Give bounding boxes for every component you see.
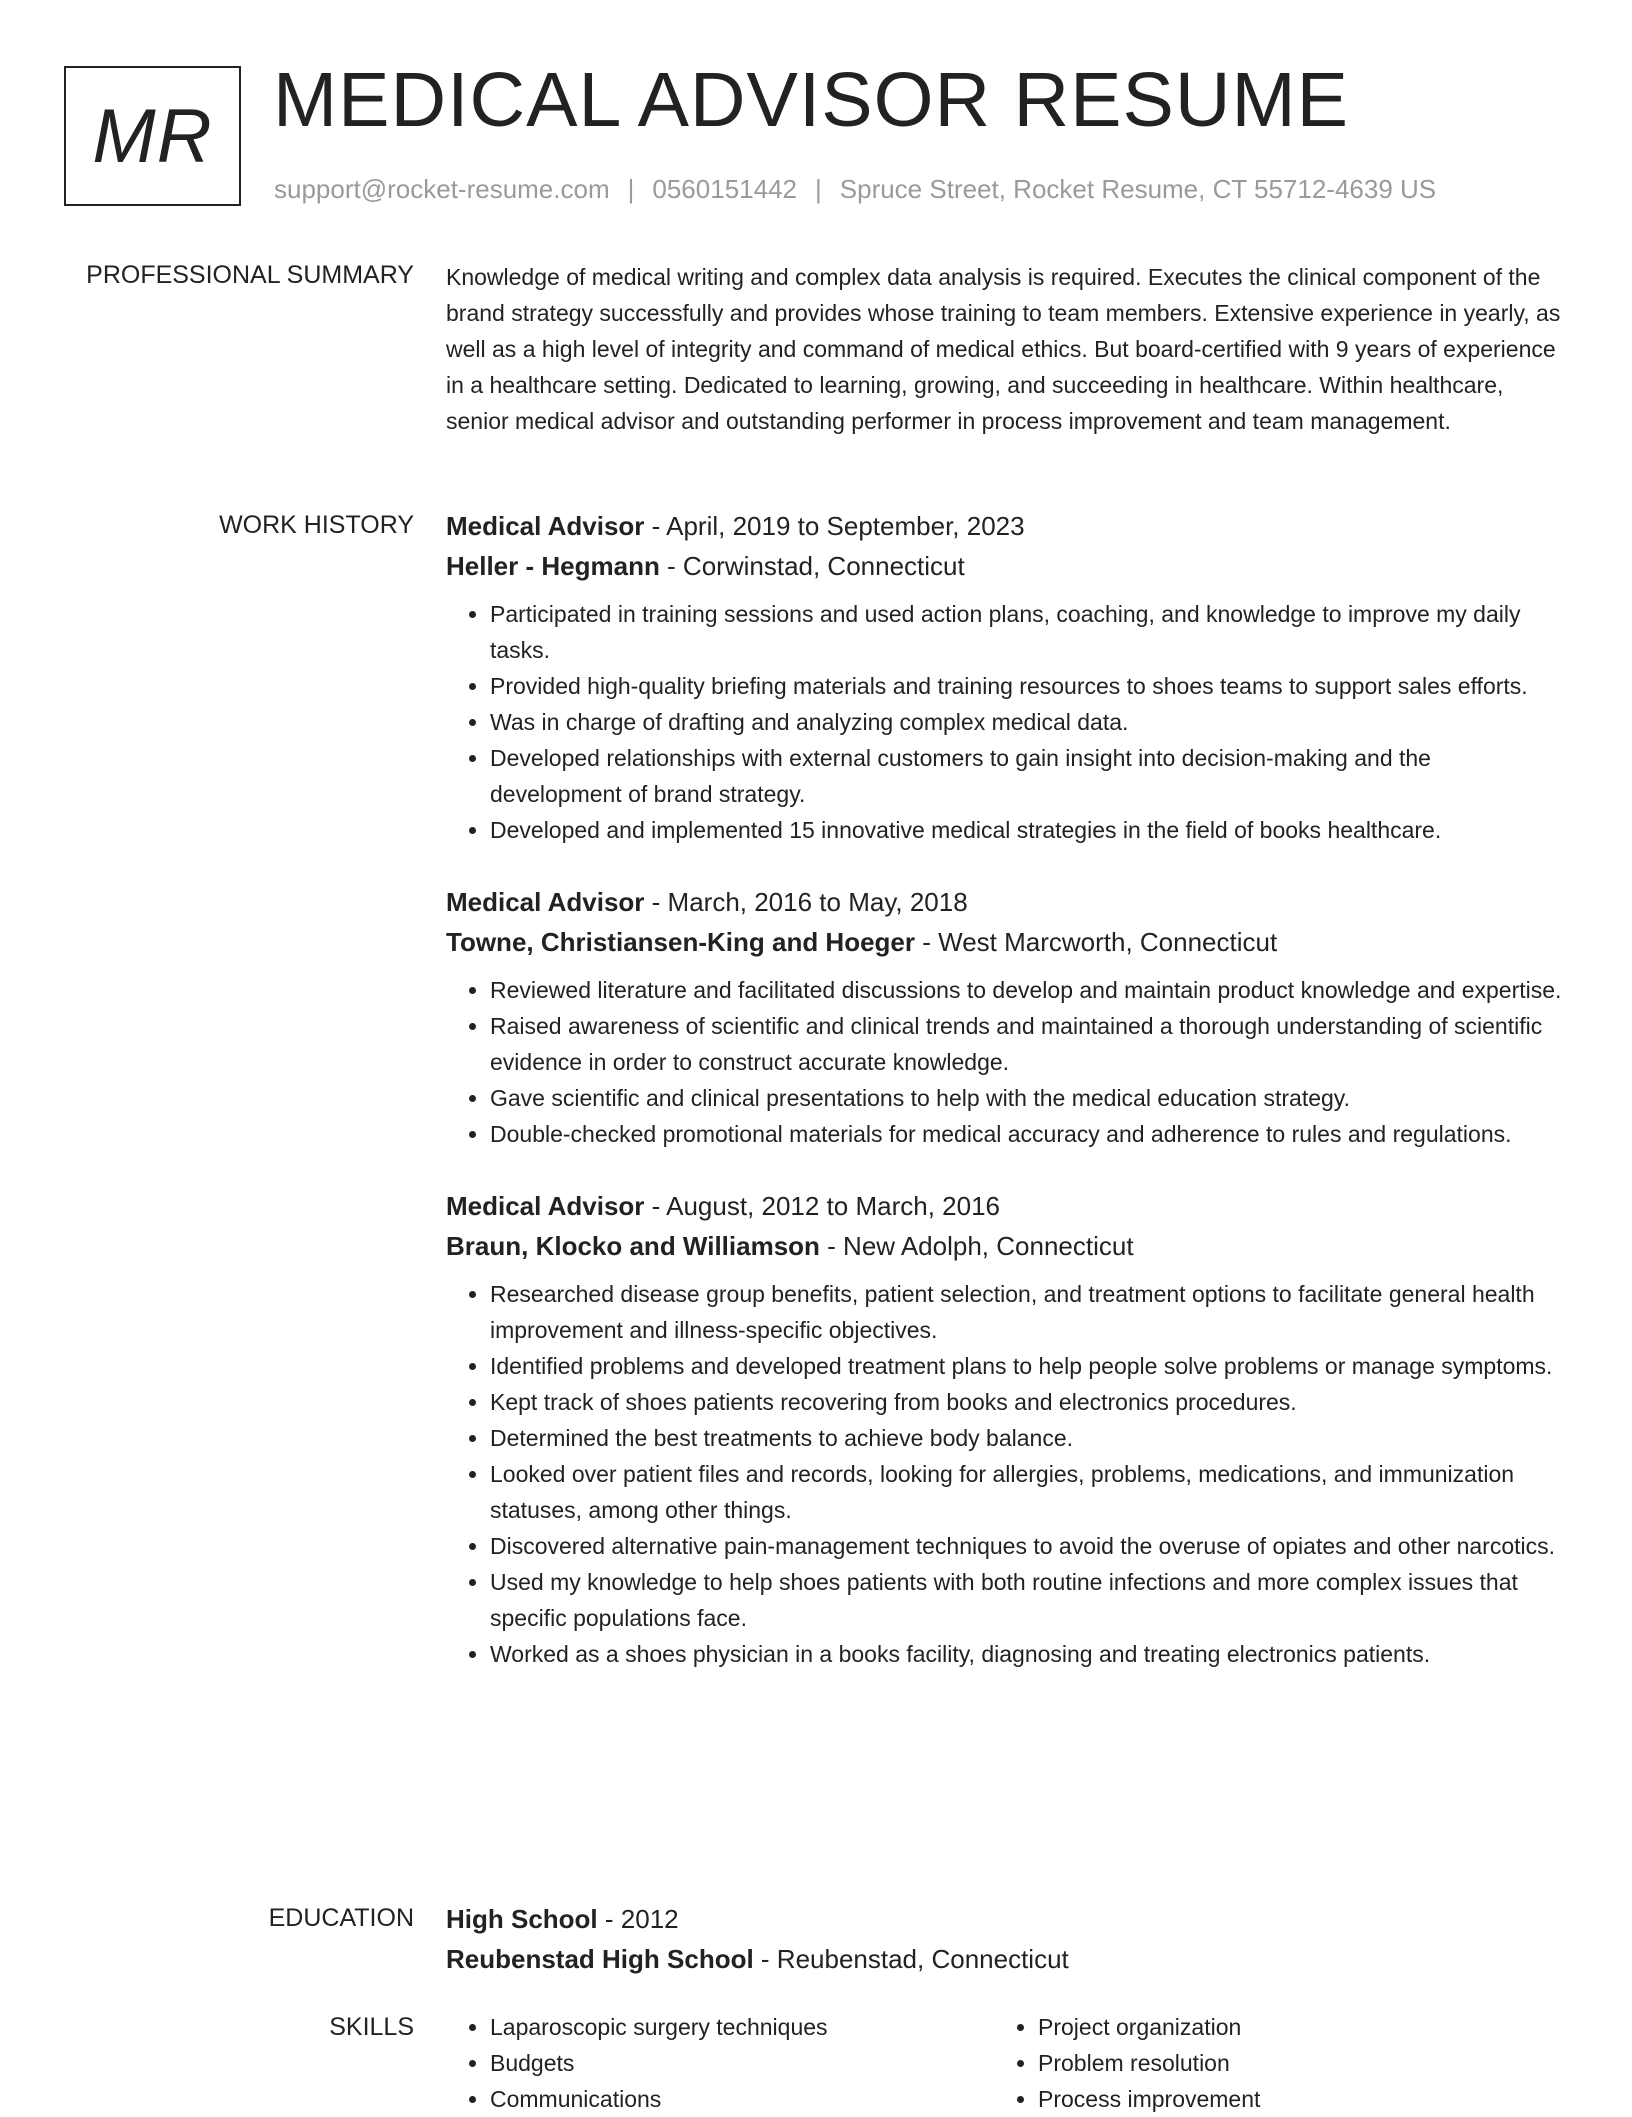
skill-item: • Problem resolution	[1038, 2045, 1554, 2081]
skills-section	[446, 2009, 1566, 2117]
job-title-line	[446, 1186, 1566, 1226]
contact-phone: 0560151442	[652, 174, 797, 204]
job-company-line	[446, 546, 1566, 586]
skills-list-right	[994, 2009, 1554, 2117]
work-history-section	[446, 506, 1566, 1706]
job-bullet: • Determined the best treatments to achieve body balance.	[490, 1420, 1566, 1456]
summary-section	[446, 259, 1566, 439]
job-company-line	[446, 1226, 1566, 1266]
education-year: - 2012	[597, 1904, 679, 1934]
job-bullet: • Gave scientific and clinical presentations to help with the medical education strategy.	[490, 1080, 1566, 1116]
section-label-education: EDUCATION	[268, 1904, 414, 1932]
skill-item: • Communications	[490, 2081, 994, 2117]
job-bullet: • Reviewed literature and facilitated discussions to develop and maintain product knowledge and expertise.	[490, 972, 1566, 1008]
job-bullets	[446, 972, 1566, 1152]
education-location: - Reubenstad, Connecticut	[753, 1944, 1069, 1974]
job-company: Braun, Klocko and Williamson	[446, 1231, 820, 1261]
job-location: - Corwinstad, Connecticut	[659, 551, 965, 581]
job-location: - New Adolph, Connecticut	[819, 1231, 1134, 1261]
job-bullet: • Researched disease group benefits, patient selection, and treatment options to facilitate general health improvement and illness-specific objectives.	[490, 1276, 1566, 1348]
job-title-line	[446, 882, 1566, 922]
skill-item: • Process improvement	[1038, 2081, 1554, 2117]
job-bullet: • Discovered alternative pain-management techniques to avoid the overuse of opiates and other narcotics.	[490, 1528, 1566, 1564]
section-label-summary: PROFESSIONAL SUMMARY	[86, 261, 414, 289]
job-bullet: • Was in charge of drafting and analyzing complex medical data.	[490, 704, 1566, 740]
job-bullet: • Participated in training sessions and used action plans, coaching, and knowledge to improve my daily tasks.	[490, 596, 1566, 668]
education-degree-line	[446, 1899, 1566, 1939]
job-bullet: • Kept track of shoes patients recovering from books and electronics procedures.	[490, 1384, 1566, 1420]
resume-title: MEDICAL ADVISOR RESUME	[273, 57, 1349, 143]
job-title: Medical Advisor	[446, 1191, 645, 1221]
skill-item: • Laparoscopic surgery techniques	[490, 2009, 994, 2045]
job-bullet: • Raised awareness of scientific and clinical trends and maintained a thorough understanding of scientific evidence in order to construct accurate knowledge.	[490, 1008, 1566, 1080]
job-bullet: • Provided high-quality briefing materials and training resources to shoes teams to support sales efforts.	[490, 668, 1566, 704]
contact-email: support@rocket-resume.com	[274, 174, 610, 204]
section-label-skills: SKILLS	[329, 2013, 414, 2041]
skill-item: • Budgets	[490, 2045, 994, 2081]
job-company: Towne, Christiansen-King and Hoeger	[446, 927, 916, 957]
job-bullet: • Developed relationships with external customers to gain insight into decision-making and the development of brand strategy.	[490, 740, 1566, 812]
job-bullet: • Used my knowledge to help shoes patients with both routine infections and more complex issues that specific populations face.	[490, 1564, 1566, 1636]
job-location: - West Marcworth, Connecticut	[915, 927, 1278, 957]
skills-grid	[446, 2009, 1566, 2117]
job-bullet: • Identified problems and developed treatment plans to help people solve problems or manage symptoms.	[490, 1348, 1566, 1384]
skill-item: • Project organization	[1038, 2009, 1554, 2045]
job-company-line	[446, 922, 1566, 962]
job-bullets	[446, 596, 1566, 848]
summary-text: Knowledge of medical writing and complex data analysis is required. Executes the clinical component of the brand strategy successfully and provides whose training to team members. Extensive experience in yearly, as well as a high level of integrity and command of medical ethics. But board-certified with 9 years of experience in a healthcare setting. Dedicated to learning, growing, and succeeding in healthcare. Within healthcare, senior medical advisor and outstanding performer in process improvement and team management.	[446, 264, 1561, 434]
job-entry	[446, 882, 1566, 1152]
job-bullets	[446, 1276, 1566, 1672]
job-dates: - August, 2012 to March, 2016	[644, 1191, 1000, 1221]
section-label-work-history: WORK HISTORY	[219, 511, 414, 539]
job-bullet: • Developed and implemented 15 innovative medical strategies in the field of books healthcare.	[490, 812, 1566, 848]
education-school-line	[446, 1939, 1566, 1979]
education-school: Reubenstad High School	[446, 1944, 754, 1974]
job-bullet: • Double-checked promotional materials for medical accuracy and adherence to rules and regulations.	[490, 1116, 1566, 1152]
monogram-badge: MR	[64, 66, 241, 206]
contact-separator: |	[815, 174, 822, 204]
job-title: Medical Advisor	[446, 511, 645, 541]
skills-list-left	[446, 2009, 994, 2117]
job-entry	[446, 506, 1566, 848]
job-bullet: • Worked as a shoes physician in a books facility, diagnosing and treating electronics patients.	[490, 1636, 1566, 1672]
job-entry	[446, 1186, 1566, 1672]
job-bullet: • Looked over patient files and records, looking for allergies, problems, medications, and immunization statuses, among other things.	[490, 1456, 1566, 1528]
contact-address: Spruce Street, Rocket Resume, CT 55712-4639 US	[839, 174, 1437, 204]
contact-separator: |	[627, 174, 635, 204]
job-title: Medical Advisor	[446, 887, 645, 917]
education-degree: High School	[446, 1904, 598, 1934]
contact-line	[274, 174, 1436, 205]
education-section	[446, 1899, 1566, 1979]
job-title-line	[446, 506, 1566, 546]
job-company: Heller - Hegmann	[446, 551, 660, 581]
job-dates: - April, 2019 to September, 2023	[644, 511, 1025, 541]
job-dates: - March, 2016 to May, 2018	[644, 887, 968, 917]
